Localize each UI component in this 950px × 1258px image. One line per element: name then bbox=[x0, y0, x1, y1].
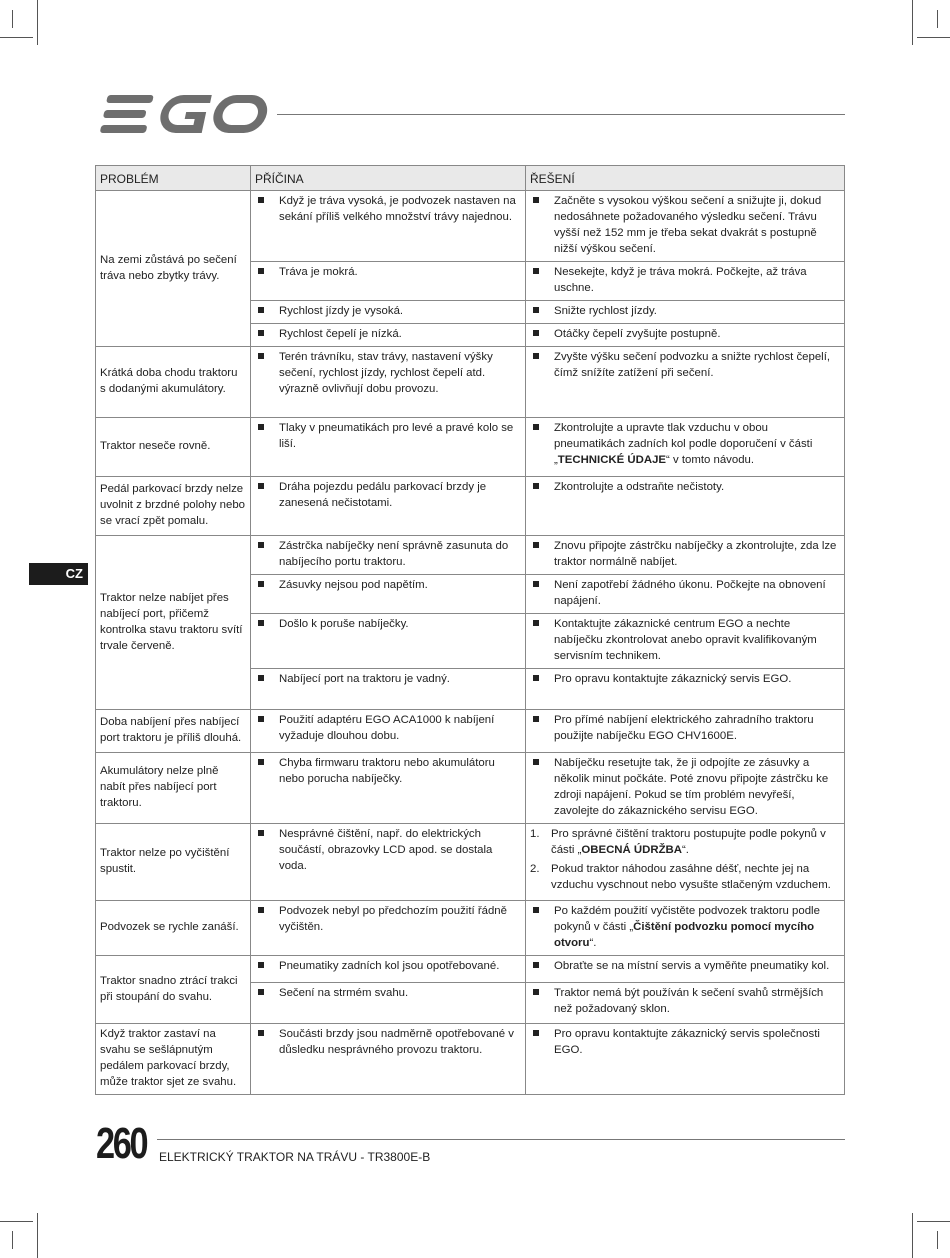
crop-mark bbox=[37, 1213, 38, 1258]
bullet-icon bbox=[530, 479, 554, 495]
cause-cell: Terén trávníku, stav trávy, nastavení výšky sečení, rychlost jízdy, rychlost čepelí atd. výrazně ovlivňují dobu provozu. bbox=[251, 347, 526, 418]
cause-cell: Nesprávné čištění, např. do elektrických součástí, obrazovky LCD apod. se dostala voda. bbox=[251, 824, 526, 901]
language-tab: CZ bbox=[29, 563, 88, 585]
footer-title: ELEKTRICKÝ TRAKTOR NA TRÁVU - TR3800E-B bbox=[159, 1150, 431, 1164]
page-number: 260 bbox=[96, 1119, 147, 1168]
bullet-icon bbox=[255, 326, 279, 342]
table-row bbox=[96, 191, 845, 262]
problem-cell: Doba nabíjení přes nabíjecí port traktoru je příliš dlouhá. bbox=[96, 710, 251, 753]
bullet-icon bbox=[530, 712, 554, 744]
bullet-icon bbox=[530, 577, 554, 609]
solution-cell: Nesekejte, když je tráva mokrá. Počkejte, až tráva uschne. bbox=[526, 262, 845, 301]
solution-cell: Obraťte se na místní servis a vyměňte pneumatiky kol. bbox=[526, 956, 845, 983]
header-cause: PŘÍČINA bbox=[251, 166, 526, 191]
table-row bbox=[96, 901, 845, 956]
cause-cell: Rychlost čepelí je nízká. bbox=[251, 324, 526, 347]
table-header-row bbox=[96, 166, 845, 191]
footer-rule bbox=[157, 1139, 845, 1140]
bullet-icon bbox=[530, 193, 554, 257]
crop-mark bbox=[0, 37, 33, 38]
solution-cell: Po každém použití vyčistěte podvozek traktoru podle pokynů v části „Čištění podvozku pomocí mycího otvoru“. bbox=[526, 901, 845, 956]
table-row bbox=[96, 824, 845, 901]
bullet-icon bbox=[255, 712, 279, 744]
bullet-icon bbox=[530, 671, 554, 687]
bullet-icon bbox=[255, 616, 279, 632]
problem-cell: Pedál parkovací brzdy nelze uvolnit z brzdné polohy nebo se vrací zpět pomalu. bbox=[96, 477, 251, 536]
cause-cell: Zásuvky nejsou pod napětím. bbox=[251, 575, 526, 614]
solution-cell: Zkontrolujte a odstraňte nečistoty. bbox=[526, 477, 845, 536]
bullet-icon bbox=[255, 420, 279, 452]
problem-cell: Podvozek se rychle zanáší. bbox=[96, 901, 251, 956]
cause-cell: Součásti brzdy jsou nadměrně opotřebované v důsledku nesprávného provozu traktoru. bbox=[251, 1024, 526, 1095]
bullet-icon bbox=[255, 193, 279, 225]
bullet-icon bbox=[530, 349, 554, 381]
table-row bbox=[96, 956, 845, 983]
header-problem: PROBLÉM bbox=[96, 166, 251, 191]
bullet-icon bbox=[255, 479, 279, 511]
bullet-icon bbox=[530, 303, 554, 319]
crop-mark bbox=[12, 1231, 13, 1249]
solution-cell: Snižte rychlost jízdy. bbox=[526, 301, 845, 324]
cause-cell: Použití adaptéru EGO ACA1000 k nabíjení vyžaduje dlouhou dobu. bbox=[251, 710, 526, 753]
bullet-icon bbox=[255, 958, 279, 974]
solution-cell: Pro přímé nabíjení elektrického zahradního traktoru použijte nabíječku EGO CHV1600E. bbox=[526, 710, 845, 753]
solution-cell: Není zapotřebí žádného úkonu. Počkejte na obnovení napájení. bbox=[526, 575, 845, 614]
problem-cell: Traktor snadno ztrácí trakci při stoupání do svahu. bbox=[96, 956, 251, 1024]
cause-cell: Rychlost jízdy je vysoká. bbox=[251, 301, 526, 324]
bullet-icon bbox=[255, 755, 279, 787]
troubleshooting-table bbox=[95, 165, 845, 1095]
crop-mark bbox=[912, 0, 913, 45]
bullet-icon bbox=[530, 903, 554, 951]
table-row bbox=[96, 753, 845, 824]
table-row bbox=[96, 536, 845, 575]
solution-cell: Kontaktujte zákaznické centrum EGO a nechte nabíječku zkontrolovat anebo opravit kvalifikovaným servisním technikem. bbox=[526, 614, 845, 669]
cause-cell: Sečení na strmém svahu. bbox=[251, 983, 526, 1024]
bullet-icon bbox=[255, 264, 279, 280]
bullet-icon bbox=[530, 538, 554, 570]
bullet-icon bbox=[530, 958, 554, 974]
header-rule bbox=[277, 114, 845, 115]
bullet-icon bbox=[255, 826, 279, 874]
cause-cell: Nabíjecí port na traktoru je vadný. bbox=[251, 669, 526, 710]
bullet-icon bbox=[255, 985, 279, 1001]
numbered-step: 1. Pro správné čištění traktoru postupujte podle pokynů v části „OBECNÁ ÚDRŽBA“. bbox=[530, 828, 826, 856]
solution-cell: Otáčky čepelí zvyšujte postupně. bbox=[526, 324, 845, 347]
crop-mark bbox=[37, 0, 38, 45]
solution-cell: Pro opravu kontaktujte zákaznický servis společnosti EGO. bbox=[526, 1024, 845, 1095]
bullet-icon bbox=[530, 755, 554, 819]
numbered-step: 2. Pokud traktor náhodou zasáhne déšť, nechte jej na vzduchu vyschnout nebo vysušte stlačeným vzduchem. bbox=[530, 863, 831, 891]
bullet-icon bbox=[530, 616, 554, 664]
crop-mark bbox=[937, 10, 938, 28]
cause-cell: Zástrčka nabíječky není správně zasunuta do nabíjecího portu traktoru. bbox=[251, 536, 526, 575]
table-row bbox=[96, 347, 845, 418]
crop-mark bbox=[0, 1221, 33, 1222]
bullet-icon bbox=[530, 985, 554, 1017]
bullet-icon bbox=[255, 903, 279, 935]
problem-cell: Traktor nelze po vyčištění spustit. bbox=[96, 824, 251, 901]
bullet-icon bbox=[255, 303, 279, 319]
solution-cell: Traktor nemá být používán k sečení svahů strmějších než požadovaný sklon. bbox=[526, 983, 845, 1024]
header-solution: ŘEŠENÍ bbox=[526, 166, 845, 191]
solution-cell: Zkontrolujte a upravte tlak vzduchu v obou pneumatikách zadních kol podle doporučení v části „TECHNICKÉ ÚDAJE“ v tomto návodu. bbox=[526, 418, 845, 477]
cause-cell: Pneumatiky zadních kol jsou opotřebované. bbox=[251, 956, 526, 983]
bullet-icon bbox=[255, 349, 279, 397]
cause-cell: Došlo k poruše nabíječky. bbox=[251, 614, 526, 669]
table-row bbox=[96, 418, 845, 477]
problem-cell: Akumulátory nelze plně nabít přes nabíjecí port traktoru. bbox=[96, 753, 251, 824]
solution-cell bbox=[526, 824, 845, 901]
bullet-icon bbox=[255, 1026, 279, 1058]
solution-cell: Začněte s vysokou výškou sečení a snižujte ji, dokud nedosáhnete požadovaného výsledku sečení. Trávu vyšší než 152 mm je třeba sekat dvakrát s postupně nižší výškou sečení. bbox=[526, 191, 845, 262]
crop-mark bbox=[912, 1213, 913, 1258]
problem-cell: Traktor neseče rovně. bbox=[96, 418, 251, 477]
table-row bbox=[96, 710, 845, 753]
solution-cell: Zvyšte výšku sečení podvozku a snižte rychlost čepelí, čímž snížíte zatížení při sečení. bbox=[526, 347, 845, 418]
problem-cell: Když traktor zastaví na svahu se sešlápnutým pedálem parkovací brzdy, může traktor sjet ze svahu. bbox=[96, 1024, 251, 1095]
problem-cell: Na zemi zůstává po sečení tráva nebo zbytky trávy. bbox=[96, 191, 251, 347]
crop-mark bbox=[937, 1231, 938, 1249]
ego-logo bbox=[96, 94, 268, 134]
bullet-icon bbox=[530, 264, 554, 296]
bullet-icon bbox=[530, 1026, 554, 1058]
cause-cell: Tlaky v pneumatikách pro levé a pravé kolo se liší. bbox=[251, 418, 526, 477]
bullet-icon bbox=[255, 577, 279, 593]
bullet-icon bbox=[255, 538, 279, 570]
crop-mark bbox=[917, 1221, 950, 1222]
bullet-icon bbox=[530, 326, 554, 342]
solution-cell: Nabíječku resetujte tak, že ji odpojíte ze zásuvky a několik minut počkáte. Poté znovu připojte zástrčku ke zdroji napájení. Pokud se tím problém nevyřeší, zavolejte do zákaznického servisu EGO. bbox=[526, 753, 845, 824]
solution-cell: Znovu připojte zástrčku nabíječky a zkontrolujte, zda lze traktor normálně nabíjet. bbox=[526, 536, 845, 575]
problem-cell: Traktor nelze nabíjet přes nabíjecí port, přičemž kontrolka stavu traktoru svítí trvale červeně. bbox=[96, 536, 251, 710]
table-row bbox=[96, 1024, 845, 1095]
cause-cell: Podvozek nebyl po předchozím použití řádně vyčištěn. bbox=[251, 901, 526, 956]
table-row bbox=[96, 477, 845, 536]
crop-mark bbox=[12, 10, 13, 28]
cause-cell: Chyba firmwaru traktoru nebo akumulátoru nebo porucha nabíječky. bbox=[251, 753, 526, 824]
cause-cell: Tráva je mokrá. bbox=[251, 262, 526, 301]
cause-cell: Když je tráva vysoká, je podvozek nastaven na sekání příliš velkého množství trávy najednou. bbox=[251, 191, 526, 262]
solution-cell: Pro opravu kontaktujte zákaznický servis EGO. bbox=[526, 669, 845, 710]
bullet-icon bbox=[530, 420, 554, 468]
bullet-icon bbox=[255, 671, 279, 687]
problem-cell: Krátká doba chodu traktoru s dodanými akumulátory. bbox=[96, 347, 251, 418]
cause-cell: Dráha pojezdu pedálu parkovací brzdy je zanesená nečistotami. bbox=[251, 477, 526, 536]
crop-mark bbox=[917, 37, 950, 38]
